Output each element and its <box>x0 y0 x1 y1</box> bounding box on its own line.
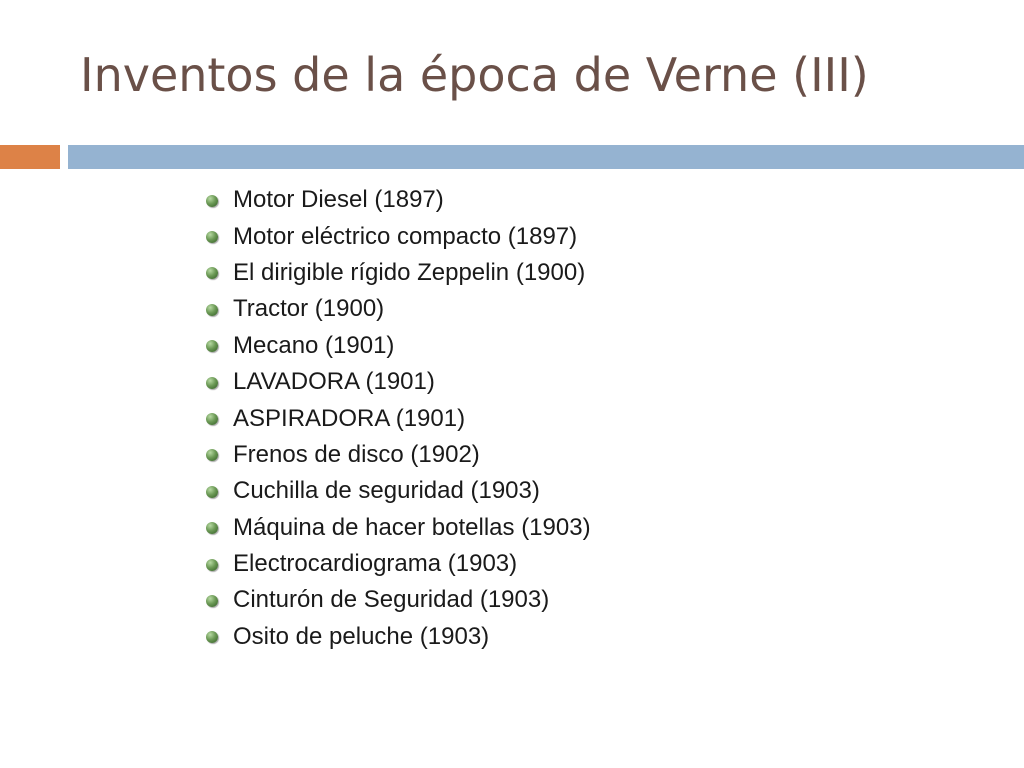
list-item <box>206 291 591 327</box>
list-item <box>206 582 591 618</box>
list-item <box>206 400 591 436</box>
title-rule-bar <box>68 145 1024 169</box>
list-item <box>206 510 591 546</box>
list-item-label: El dirigible rígido Zeppelin (1900) <box>233 258 586 286</box>
list-item-label: Mecano (1901) <box>233 331 395 359</box>
list-item-label: Electrocardiograma (1903) <box>233 550 518 578</box>
list-item-label: Tractor (1900) <box>233 295 385 323</box>
green-sphere-bullet-icon <box>206 231 218 243</box>
green-sphere-bullet-icon <box>206 413 218 425</box>
list-item <box>206 218 591 254</box>
green-sphere-bullet-icon <box>206 449 218 461</box>
green-sphere-bullet-icon <box>206 486 218 498</box>
slide-title: Inventos de la época de Verne (III) <box>80 48 869 102</box>
bullet-list <box>206 182 591 655</box>
list-item-label: Motor eléctrico compacto (1897) <box>233 222 578 250</box>
list-item-label: LAVADORA (1901) <box>233 368 435 396</box>
green-sphere-bullet-icon <box>206 195 218 207</box>
list-item-label: ASPIRADORA (1901) <box>233 404 466 432</box>
list-item-label: Osito de peluche (1903) <box>233 622 490 650</box>
list-item <box>206 255 591 291</box>
list-item-label: Máquina de hacer botellas (1903) <box>233 513 591 541</box>
green-sphere-bullet-icon <box>206 559 218 571</box>
green-sphere-bullet-icon <box>206 377 218 389</box>
list-item <box>206 182 591 218</box>
list-item-label: Cuchilla de seguridad (1903) <box>233 477 540 505</box>
green-sphere-bullet-icon <box>206 340 218 352</box>
list-item <box>206 473 591 509</box>
list-item <box>206 619 591 655</box>
list-item-label: Cinturón de Seguridad (1903) <box>233 586 550 614</box>
list-item <box>206 546 591 582</box>
title-accent-bar <box>0 145 60 169</box>
list-item <box>206 364 591 400</box>
green-sphere-bullet-icon <box>206 304 218 316</box>
green-sphere-bullet-icon <box>206 595 218 607</box>
list-item <box>206 437 591 473</box>
green-sphere-bullet-icon <box>206 267 218 279</box>
green-sphere-bullet-icon <box>206 522 218 534</box>
list-item-label: Frenos de disco (1902) <box>233 440 480 468</box>
list-item <box>206 328 591 364</box>
green-sphere-bullet-icon <box>206 631 218 643</box>
list-item-label: Motor Diesel (1897) <box>233 186 444 214</box>
